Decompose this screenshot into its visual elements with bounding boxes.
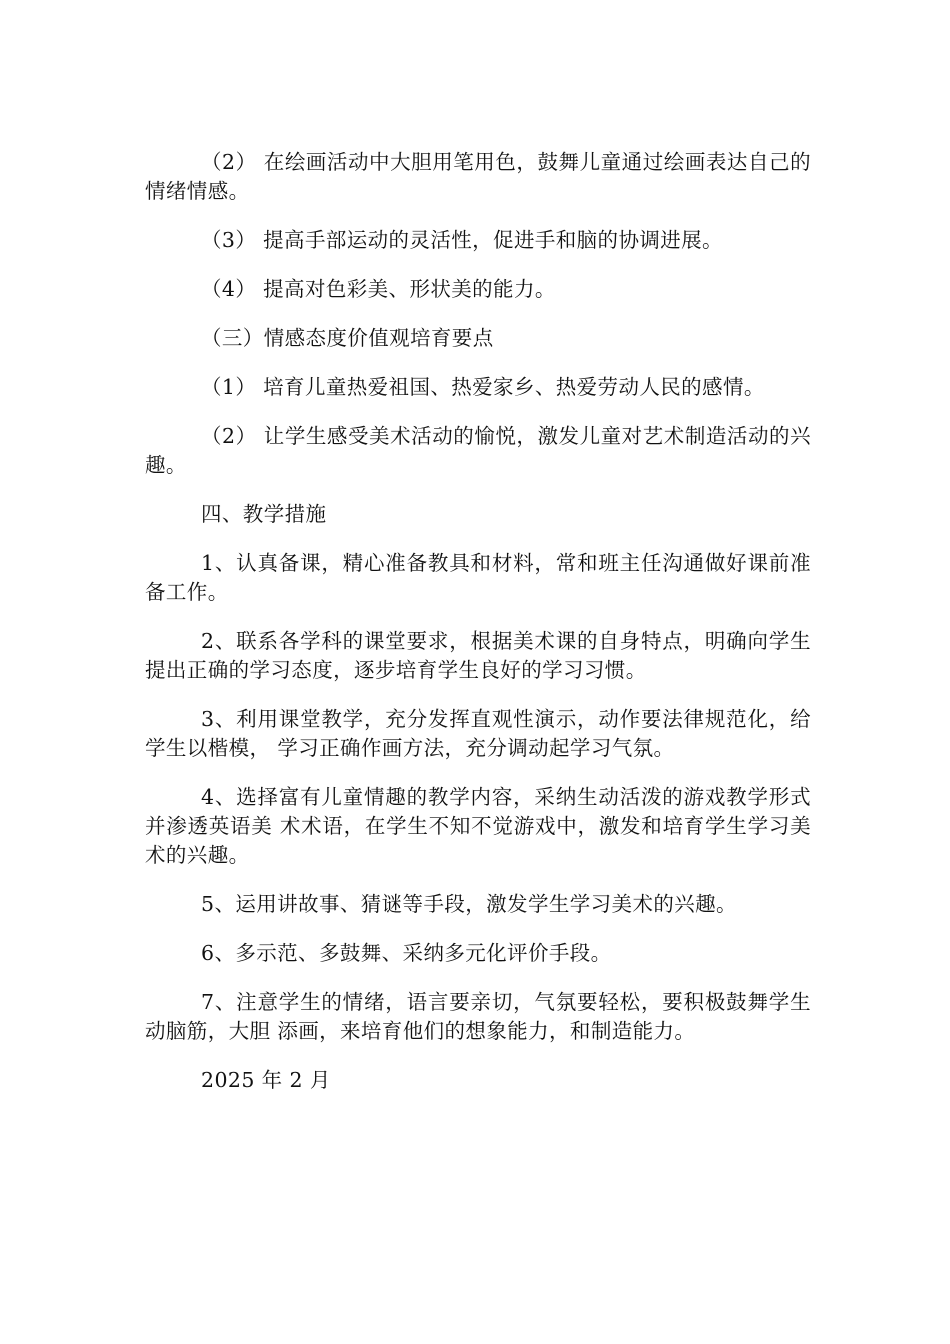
measure-item-1: 1、认真备课，精心准备教具和材料，常和班主任沟通做好课前准备工作。 — [145, 551, 811, 604]
section-heading-emotion-values: （三）情感态度价值观培育要点 — [201, 326, 494, 350]
section-heading-teaching-measures: 四、教学措施 — [201, 502, 327, 526]
paragraph-art-interest: （2） 让学生感受美术活动的愉悦，激发儿童对艺术制造活动的兴趣。 — [145, 424, 811, 477]
paragraph-hand-coordination: （3） 提高手部运动的灵活性，促进手和脑的协调进展。 — [201, 228, 723, 252]
measure-item-3: 3、利用课堂教学，充分发挥直观性演示，动作要法律规范化，给学生以楷模， 学习正确作画方法，充分调动起学习气氛。 — [145, 707, 811, 760]
measure-item-5: 5、运用讲故事、猜谜等手段，激发学生学习美术的兴趣。 — [201, 892, 737, 916]
document-body — [145, 148, 811, 1115]
measure-item-7: 7、注意学生的情绪，语言要亲切，气氛要轻松，要积极鼓舞学生动脑筋，大胆 添画，来培育他们的想象能力，和制造能力。 — [145, 990, 811, 1043]
measure-item-4: 4、选择富有儿童情趣的教学内容，采纳生动活泼的游戏教学形式并渗透英语美 术术语，在学生不知不觉游戏中，激发和培育学生学习美术的兴趣。 — [145, 785, 811, 867]
document-date: 2025 年 2 月 — [201, 1068, 331, 1092]
paragraph-drawing-goal: （2） 在绘画活动中大胆用笔用色，鼓舞儿童通过绘画表达自己的情绪情感。 — [145, 150, 811, 203]
measure-item-2: 2、联系各学科的课堂要求，根据美术课的自身特点，明确向学生提出正确的学习态度，逐步培育学生良好的学习习惯。 — [145, 629, 811, 682]
paragraph-patriotism: （1） 培育儿童热爱祖国、热爱家乡、热爱劳动人民的感情。 — [201, 375, 765, 399]
paragraph-color-shape: （4） 提高对色彩美、形状美的能力。 — [201, 277, 556, 301]
measure-item-6: 6、多示范、多鼓舞、采纳多元化评价手段。 — [201, 941, 612, 965]
